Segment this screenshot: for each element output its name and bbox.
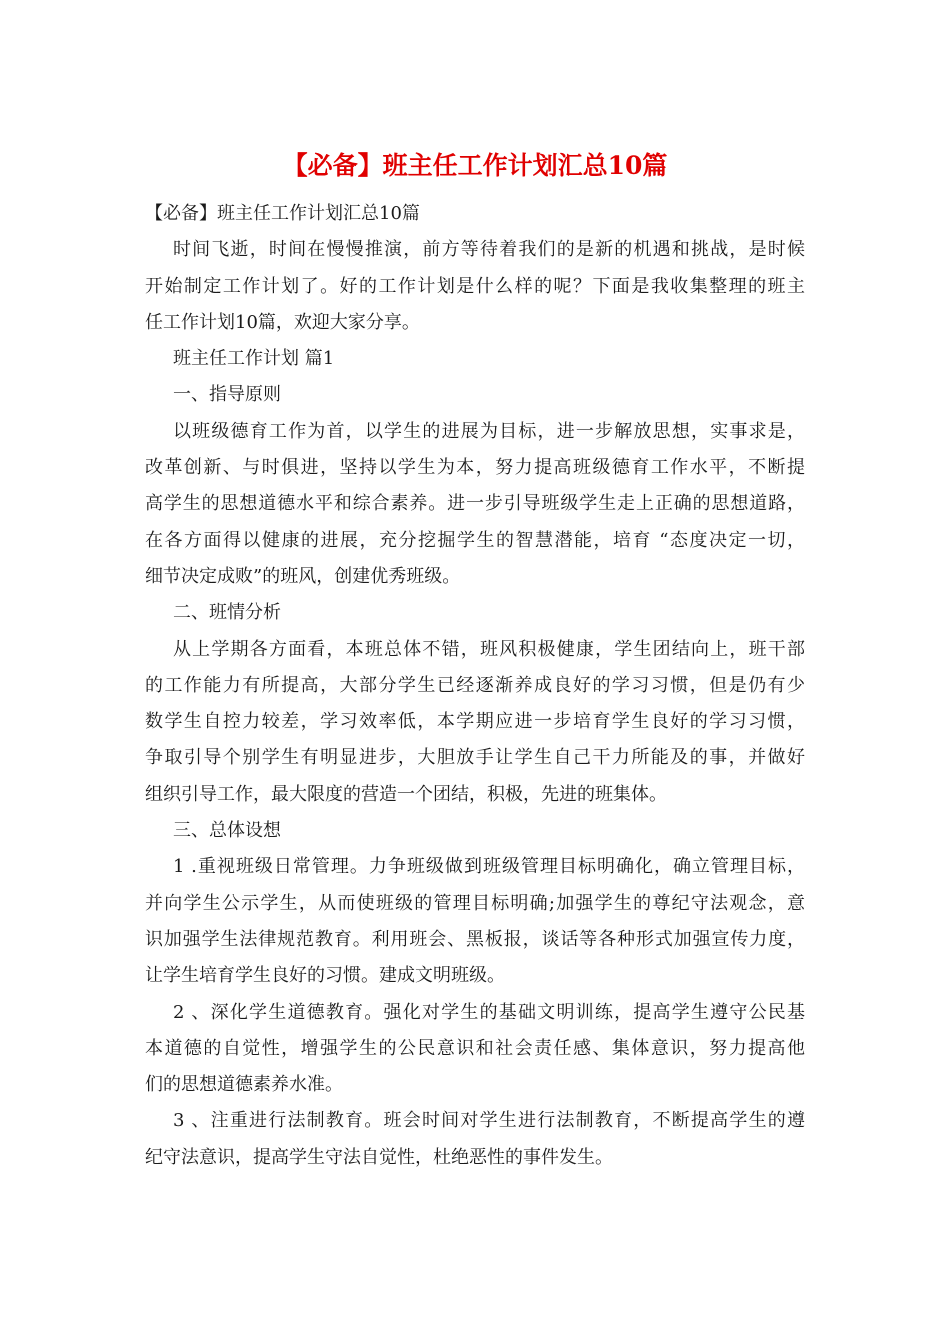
document-body (145, 196, 805, 1176)
text-line: 本道德的自觉性，增强学生的公民意识和社会责任感、集体意识，努力提高他 (145, 1037, 805, 1059)
text-line: 改革创新、与时俱进，坚持以学生为本，努力提高班级德育工作水平，不断提 (145, 457, 805, 479)
text-line: 三、总体设想 (173, 820, 281, 842)
text-line: 组织引导工作，最大限度的营造一个团结，积极，先进的班集体。 (145, 783, 667, 805)
text-line: 细节决定成败”的班风，创建优秀班级。 (145, 565, 461, 587)
text-line: 开始制定工作计划了。好的工作计划是什么样的呢？下面是我收集整理的班主 (145, 275, 805, 297)
text-line: 一、指导原则 (173, 384, 281, 406)
text-line: 的工作能力有所提高，大部分学生已经逐渐养成良好的学习习惯，但是仍有少 (145, 674, 805, 696)
text-line: 从上学期各方面看，本班总体不错，班风积极健康，学生团结向上，班干部 (173, 638, 805, 660)
text-line: 3 、注重进行法制教育。班会时间对学生进行法制教育，不断提高学生的遵 (173, 1110, 805, 1132)
text-line: 纪守法意识，提高学生守法自觉性，杜绝恶性的事件发生。 (145, 1146, 613, 1168)
text-line: 让学生培育学生良好的习惯。建成文明班级。 (145, 965, 505, 987)
text-line: 们的思想道德素养水准。 (145, 1074, 343, 1096)
text-line: 2 、深化学生道德教育。强化对学生的基础文明训练，提高学生遵守公民基 (173, 1001, 805, 1023)
text-line: 识加强学生法律规范教育。利用班会、黑板报，谈话等各种形式加强宣传力度， (145, 928, 805, 950)
text-line: 班主任工作计划 篇1 (173, 348, 335, 370)
text-line: 高学生的思想道德水平和综合素养。进一步引导班级学生走上正确的思想道路， (145, 493, 805, 515)
text-line: 【必备】班主任工作计划汇总10篇 (145, 203, 420, 224)
text-line: 争取引导个别学生有明显进步，大胆放手让学生自己干力所能及的事，并做好 (145, 747, 805, 769)
text-line: 并向学生公示学生，从而使班级的管理目标明确;加强学生的尊纪守法观念，意 (145, 892, 805, 914)
text-line: 在各方面得以健康的进展，充分挖掘学生的智慧潜能，培育 “态度决定一切， (145, 529, 805, 551)
text-line: 1 .重视班级日常管理。力争班级做到班级管理目标明确化，确立管理目标， (173, 856, 805, 878)
text-line: 以班级德育工作为首，以学生的进展为目标，进一步解放思想，实事求是， (173, 420, 805, 442)
text-line: 数学生自控力较差，学习效率低，本学期应进一步培育学生良好的学习习惯， (145, 711, 805, 733)
text-line: 时间飞逝，时间在慢慢推演，前方等待着我们的是新的机遇和挑战，是时候 (173, 239, 805, 261)
text-line: 任工作计划10篇，欢迎大家分享。 (145, 311, 420, 333)
document-title: 【必备】班主任工作计划汇总10篇 (282, 151, 668, 180)
text-line: 二、班情分析 (173, 602, 281, 624)
